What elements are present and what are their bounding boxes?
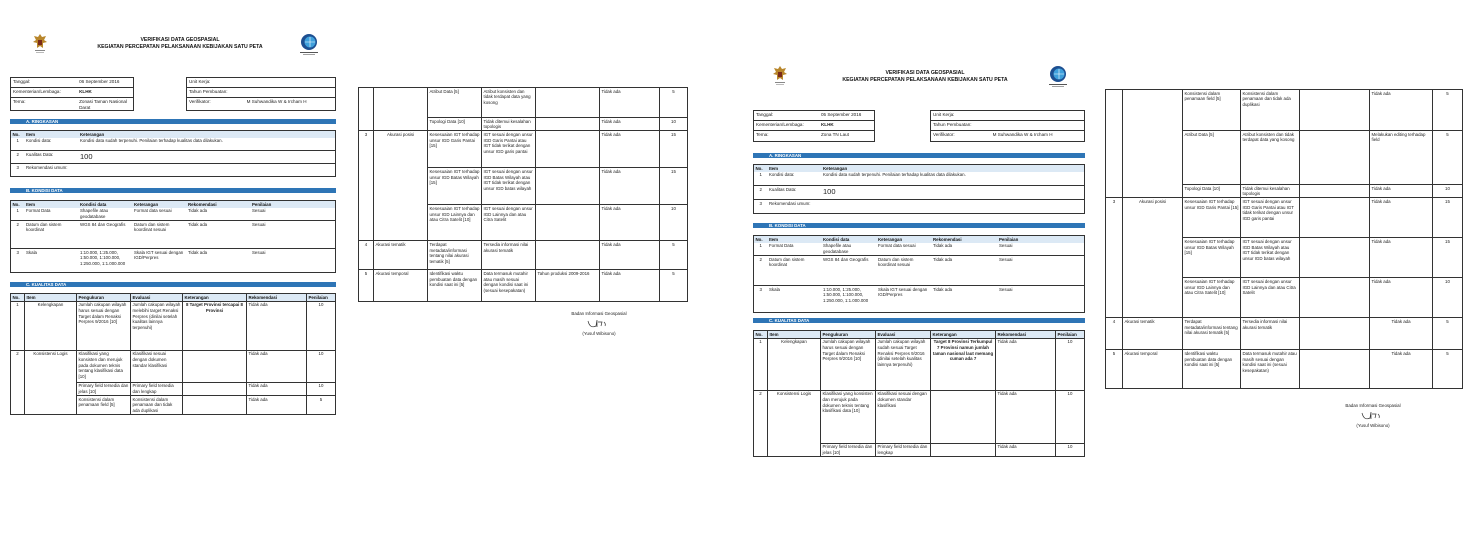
value-tema: Zona TN Laut [820,132,849,137]
document-page-2-part-2 [1105,0,1475,553]
label-tanggal: Tanggal: [13,79,31,84]
col-item: Item [768,236,822,243]
signature-block [1323,403,1423,428]
col-no: No. [11,131,25,138]
table-row: Atribut Data [5] Atribut konsisten dan tidak terdapat data yang kosong Tidak ada 5 [359,88,688,118]
kondisi-data-table [753,235,1085,313]
ringkasan-kualitas: 100 [79,151,336,164]
ringkasan-item: Rekomendasi umum: [26,164,68,170]
table-row: Konsistensi dalam penamaan field [5] Konsistensi dalam penamaan dan tidak ada duplikasi Tidak ada 5 [11,396,336,415]
ringkasan-kondisi: Kondisi data sudah terpenuhi. Penilaian terhadap kualitas data dilakukan. [822,172,1085,186]
label-unit-kerja: Unit Kerja: [189,79,211,84]
value-tanggal: 05 September 2016 [820,112,862,117]
label-kementerian: Kementerian/Lembaga: [756,122,804,127]
garuda-emblem-icon [772,64,788,86]
col-kondisi: Kondisi data [79,201,133,208]
ringkasan-item: Kondisi data: [25,138,79,151]
table-row: 1 Format Data Shapefile atau geodatabase Format data sesuai Tidak ada Sesuai [754,243,1085,256]
col-evaluasi: Evaluasi [876,331,931,339]
ringkasan-table: No. Item Keterangan 1 Kondisi data: Kondisi data sudah terpenuhi. Penilaian terhadap kualitas data dilakukan. 2 Kualitas Data: 100 3 Rekomendasi umum: [753,164,1085,214]
table-row: 3 Akurasi posisi Kesesuaian IGT terhadap unsur IGD Garis Pantai [15] IGT sesuai dengan unsur IGD Garis Pantai atau IGT tidak terikat dengan unsur IGD garis pantai Tidak ada 15 [1106,198,1463,238]
value-verifikator: M Suhwandika W & Ircham H [992,132,1053,137]
table-row: 1 Kelengkapan Jumlah cakupan wilayah harus sesuai dengan Target dalam Renaksi Perpres 9/2016 [10] Jumlah cakupan wilayah sudah sesuai Target Renaksi Perpres 9/2016 (dinilai setelah kualitas lainnya terpenuhi) Target 8 Provinsi Terkumpul 7 Provinsi namun jumlah taman nasional laut memang cuman ada 7 Tidak ada 10 [754,338,1085,390]
table-row: 3 Akurasi posisi Kesesuaian IGT terhadap unsur IGD Garis Pantai [15] IGT sesuai dengan unsur IGD Garis Pantai atau IGT tidak terikat dengan unsur IGD garis pantai Tidak ada 15 [359,131,688,168]
table-row: 5 Akurasi temporal Identifikasi waktu pembuatan data dengan kondisi saat ini [5] Data termasuk mutahir atau masih sesuai dengan kondisi saat ini (sesuai kesepakatan) Tidak ada 5 [1106,350,1463,389]
table-row: Konsistensi dalam penamaan field [5] Konsistensi dalam penamaan dan tidak ada duplikasi Tidak ada 5 [1106,90,1463,131]
col-penilaian: Penilaian [1056,331,1085,339]
info-box-left [753,110,875,142]
value-kementerian: KLHK [79,89,92,94]
kualitas-data-table-part-2 [1105,89,1463,389]
document-page-1-part-1 [0,0,345,553]
signer-name: (Yusuf Wibisono) [582,330,616,336]
ringkasan-item: Kondisi data: [768,172,822,186]
col-item: Item [25,294,77,302]
col-no: No. [11,201,25,208]
table-row: Primary field tersedia dan jelas [10] Primary field tersedia dan lengkap Tidak ada 10 [11,382,336,395]
section-b-header: B. KONDISI DATA [10,188,336,193]
col-keterangan: Keterangan [133,201,187,208]
col-rekomendasi: Rekomendasi [932,236,998,243]
label-tema: Tema: [756,132,769,137]
col-pengukuran: Pengukuran [77,294,131,302]
table-row: Kesesuaian IGT terhadap unsur IGD Batas Wilayah [15] IGT sesuai dengan unsur IGD Batas Wilayah atau IGT tidak terikat dengan unsur IGD batas wilayah Tidak ada 15 [1106,238,1463,278]
value-kementerian: KLHK [820,122,834,127]
table-row: 3 Skala 1:10.000, 1:25.000, 1:50.000, 1:100.000, 1:250.000, 1:1.000.000 Skala IGT sesuai dengan IGD/Perpres Tidak ada Sesuai [16,249,266,267]
ringkasan-item: Kualitas Data: [25,151,79,164]
col-no: No. [754,331,768,339]
label-unit-kerja: Unit Kerja: [933,112,955,117]
col-rekomendasi: Rekomendasi [996,331,1056,339]
table-row: Topologi Data [10] Tidak ditemui kesalahan topologis Tidak ada 10 [1106,185,1463,198]
document-title [825,70,1025,85]
col-no: No. [11,294,25,302]
signer-org: Badan Informasi Geospasial [571,311,627,316]
signature-icon [1358,410,1388,422]
title-line-1: VERIFIKASI DATA GEOSPASIAL [885,70,965,76]
col-keterangan: Keterangan [931,331,996,339]
col-pengukuran: Pengukuran [821,331,876,339]
table-row: 1 Kelengkapan Jumlah cakupan wilayah harus sesuai dengan Target dalam Renaksi Perpres 9/2016 [10] Jumlah cakupan wilayah melebihi target Renaksi Perpres (dinilai setelah kualitas lainnya terpenuhi) 8 Target Provinsi tercapai 8 Provinsi Tidak ada 10 [11,301,336,350]
title-line-2: KEGIATAN PERCEPATAN PELAKSANAAN KEBIJAKAN SATU PETA [842,77,1008,84]
value-tema: Zonasi Taman Nasional Darat [79,99,127,110]
document-title [80,37,280,52]
ringkasan-item: Kualitas Data: [768,186,822,200]
label-verifikator: Verifikator: [189,99,211,104]
table-row: 1 Format Data Shapefile atau geodatabase Format data sesuai Tidak ada Sesuai [11,208,336,221]
value-tanggal: 06 September 2016 [79,79,120,84]
table-row: Primary field tersedia dan jelas [10] Primary field tersedia dan lengkap Tidak ada 10 [754,443,1085,456]
signer-org: Badan Informasi Geospasial [1345,403,1401,408]
table-row: Kesesuaian IGT terhadap unsur IGD Lainnya dan atau Citra Satelit [10] IGT sesuai dengan unsur IGD Lainnya dan atau Citra Satelit Tidak ada 10 [359,205,688,241]
col-rekomendasi: Rekomendasi [247,294,307,302]
col-no: No. [754,236,768,243]
ringkasan-kualitas: 100 [822,186,1085,200]
kualitas-data-table-part-2 [358,87,688,302]
label-tanggal: Tanggal: [756,112,774,117]
table-row: 4 Akurasi tematik Terdapat metadata/informasi tentang nilai akurasi tematik [5] Tersedia informasi nilai akurasi tematik Tidak ada 5 [359,241,688,270]
section-b-header: B. KONDISI DATA [753,223,1085,228]
label-tahun: Tahun Pembuatan: [189,89,228,94]
kondisi-data-table [10,200,336,273]
document-page-1-part-2 [358,0,698,553]
table-row: 3 Skala 1:10.000, 1:25.000, 1:50.000, 1:100.000, 1:250.000, 1:1.000.000 Skala IGT sesuai dengan IGD/Perpres Tidak ada Sesuai [759,286,1013,304]
col-keterangan: Keterangan [877,236,932,243]
col-keterangan: Keterangan [183,294,247,302]
signature-block [554,311,644,336]
col-item: Item [25,131,79,138]
table-row: 2 Datum dan sistem koordinat WGS 84 dan Geografis Datum dan sistem koordinat sesuai Tidak ada Sesuai [754,256,1085,286]
col-evaluasi: Evaluasi [131,294,183,302]
table-row: Atribut Data [5] Atribut konsisten dan tidak terdapat data yang kosong Melakukan editing terhadap field 5 [1106,131,1463,185]
info-box-right [186,77,336,111]
col-rekomendasi: Rekomendasi [187,201,251,208]
table-row: Kesesuaian IGT terhadap unsur IGD Batas Wilayah [15] IGT sesuai dengan unsur IGD Batas Wilayah atau IGT tidak terikat dengan unsur IGD batas wilayah Tidak ada 15 [359,168,688,205]
label-tahun: Tahun Pembuatan: [933,122,972,127]
col-keterangan: Keterangan [79,131,336,138]
value-verifikator: M Suhwandika W & Ircham H [246,99,307,104]
section-a-header: A. RINGKASAN [753,153,1085,158]
table-row: 4 Akurasi tematik Terdapat metadata/informasi tentang nilai akurasi tematik [5] Tersedia informasi nilai akurasi tematik Tidak ada 5 [1106,318,1463,350]
table-row: 2 Konsistensi Logis Klasifikasi yang konsisten dan merujuk pada dokumen teknis tentang klasifikasi data [10] Klasifikasi sesuai dengan dokumen standar klasifikasi Tidak ada 10 [11,350,336,382]
big-logo-icon [298,33,320,57]
ringkasan-item: Rekomendasi umum: [769,200,811,206]
label-verifikator: Verifikator: [933,132,955,137]
col-kondisi: Kondisi data [822,236,877,243]
col-penilaian: Penilaian [251,201,336,208]
kualitas-data-table-part-1 [753,330,1085,457]
document-page-2-part-1 [745,0,1095,553]
table-row: Kesesuaian IGT terhadap unsur IGD Lainnya dan atau Citra Satelit [10] IGT sesuai dengan unsur IGD Lainnya dan atau Citra Satelit Tidak ada 10 [1106,278,1463,318]
info-box-left [10,77,134,111]
big-logo-icon [1047,65,1069,89]
section-a-header: A. RINGKASAN [10,119,336,124]
section-c-header: C. KUALITAS DATA [10,282,336,287]
ringkasan-table: No. Item Keterangan 1 Kondisi data: Kondisi data sudah terpenuhi. Penilaian terhadap kualitas data dilakukan. 2 Kualitas Data: 100 3 Rekomendasi umum: [10,130,336,177]
table-row: 5 Akurasi temporal Identifikasi waktu pembuatan data dengan kondisi saat ini [5] Data termasuk mutahir atau masih sesuai dengan kondisi saat ini (sesuai kesepakatan) Tahun produksi 2009-2016 Tidak ada 5 [359,270,688,302]
col-keterangan: Keterangan [822,165,1085,172]
table-row: 2 Datum dan sistem koordinat WGS 84 dan Geografis Datum dan sistem koordinat sesuai Tidak ada Sesuai [11,221,336,249]
table-row: 2 Konsistensi Logis Klasifikasi yang konsisten dan merujuk pada dokumen teknis tentang klasifikasi data [10] Klasifikasi sesuai dengan dokumen standar klasifikasi Tidak ada 10 [754,390,1085,443]
col-penilaian: Penilaian [998,236,1085,243]
col-item: Item [25,201,79,208]
kualitas-data-table-part-1 [10,293,336,415]
signer-name: (Yusuf Wibisono) [1356,422,1390,428]
col-item: Item [768,331,821,339]
col-item: Item [768,165,822,172]
signature-icon [584,318,614,330]
label-tema: Tema: [13,99,26,104]
info-box-right [930,110,1085,142]
section-c-header: C. KUALITAS DATA [753,318,1085,323]
col-penilaian: Penilaian [307,294,336,302]
label-kementerian: Kementerian/Lembaga: [13,89,61,94]
garuda-emblem-icon [32,32,48,54]
title-line-2: KEGIATAN PERCEPATAN PELAKSANAAN KEBIJAKAN SATU PETA [97,44,263,51]
col-no: No. [754,165,768,172]
ringkasan-kondisi: Kondisi data sudah terpenuhi. Penilaian terhadap kualitas data dilakukan. [79,138,336,151]
table-row: Topologi Data [10] Tidak ditemui kesalahan topologis Tidak ada 10 [359,118,688,131]
title-line-1: VERIFIKASI DATA GEOSPASIAL [140,37,220,43]
